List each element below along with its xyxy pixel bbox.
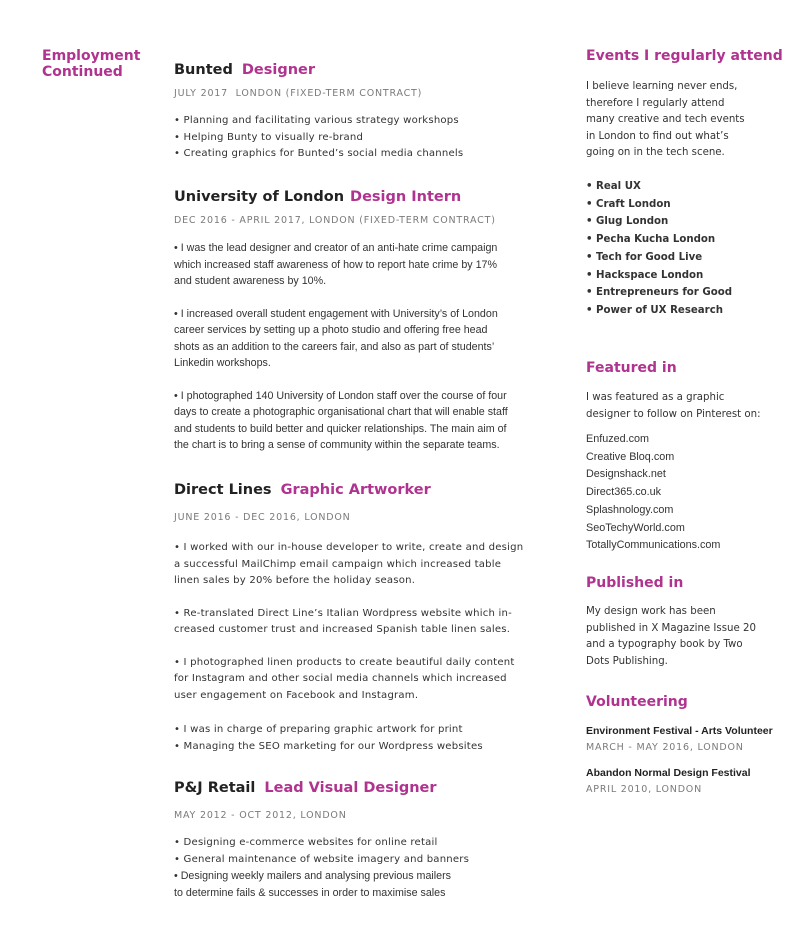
paragraph: • I was the lead designer and creator of an anti-hate crime campaign which increased staff awareness of how to report hate crime by 17% and student awareness by 10%. — [174, 242, 498, 287]
list-item: Direct365.co.uk — [586, 486, 662, 499]
job-meta: DEC 2016 - APRIL 2017, LONDON (FIXED-TERM CONTRACT) — [174, 215, 496, 226]
list-item: • Craft London — [586, 198, 671, 210]
list-item: • Hackspace London — [586, 269, 704, 281]
list-item: • Entrepreneurs for Good — [586, 287, 733, 299]
featured-heading: Featured in — [586, 360, 677, 376]
list-item: • Power of UX Research — [586, 304, 723, 316]
paragraph: • I increased overall student engagement with University’s of London career services by setting up a photo studio and offering free head shots as an addition to the careers fair, and also as part of students’ Linkedin workshops. — [174, 307, 498, 369]
job-role: Design Intern — [350, 189, 462, 205]
list-item: Splashnology.com — [586, 503, 674, 516]
published-heading: Published in — [586, 575, 684, 591]
volunteering-item: Environment Festival - Arts Volunteer MARCH - MAY 2016, LONDON — [586, 725, 773, 753]
job-title — [174, 58, 534, 82]
list-item: Enfuzed.com — [586, 433, 650, 445]
company-name: P&J Retail — [174, 780, 256, 796]
list-item: TotallyCommunications.com — [586, 539, 721, 552]
company-name: University of London — [174, 189, 345, 205]
job-role: Graphic Artworker — [280, 482, 431, 498]
events-heading: Events I regularly attend — [586, 48, 783, 64]
job-title — [174, 185, 534, 209]
job-direct-lines — [174, 478, 534, 755]
paragraph: • Designing e-commerce websites for online retail • General maintenance of website imagery and banners • Designing weekly mailers and analysing previous mailers to determine fails & successes in order to maximise sales — [174, 837, 470, 899]
bullet: • Planning and facilitating various strategy workshops — [174, 115, 459, 126]
bullet: • Helping Bunty to visually re-brand — [174, 131, 364, 143]
list-item: • Pecha Kucha London — [586, 234, 716, 246]
events-intro: I believe learning never ends, therefore I regularly attend many creative and tech events in London to find out what’s going on in the tech scene. — [586, 81, 745, 158]
paragraph: • I was in charge of preparing graphic artwork for print • Managing the SEO marketing for our Wordpress websites — [174, 724, 483, 752]
job-meta: JUNE 2016 - DEC 2016, LONDON — [174, 512, 351, 523]
bullet: • Creating graphics for Bunted’s social media channels — [174, 148, 464, 159]
job-meta: MAY 2012 - OCT 2012, LONDON — [174, 810, 347, 821]
list-item: • Real UX — [586, 181, 641, 192]
featured-list — [586, 431, 776, 555]
list-item: Designshack.net — [586, 468, 666, 481]
company-name: Direct Lines — [174, 482, 272, 498]
events-list — [586, 178, 776, 320]
volunteering-heading: Volunteering — [586, 694, 688, 710]
list-item: • Glug London — [586, 216, 669, 228]
paragraph: • I photographed linen products to create beautiful daily content for Instagram and other social media channels which increased user engagement on Facebook and Instagram. — [174, 656, 515, 701]
volunteering-item: Abandon Normal Design Festival APRIL 2010, LONDON — [586, 767, 751, 795]
job-role: Designer — [241, 62, 316, 78]
company-name: Bunted — [174, 62, 233, 78]
list-item: • Tech for Good Live — [586, 251, 703, 263]
employment-continued-heading: Employment Continued — [42, 48, 141, 80]
job-pj-retail — [174, 776, 534, 901]
featured-intro: I was featured as a graphic designer to follow on Pinterest on: — [586, 392, 761, 420]
job-university-of-london — [174, 185, 534, 454]
job-title — [174, 478, 534, 502]
paragraph: • Re-translated Direct Line’s Italian Wordpress website which in- creased customer trust and increased Spanish table linen sales. — [174, 607, 512, 635]
job-meta: JULY 2017 LONDON (FIXED-TERM CONTRACT) — [174, 88, 423, 99]
job-bunted — [174, 58, 534, 163]
paragraph: • I worked with our in-house developer to write, create and design a successful MailChimp email campaign which increased table linen sales by 20% before the holiday season. — [174, 542, 524, 586]
list-item: SeoTechyWorld.com — [586, 521, 685, 534]
job-title — [174, 776, 534, 800]
job-role: Lead Visual Designer — [264, 780, 437, 796]
paragraph: • I photographed 140 University of London staff over the course of four days to create a photographic organisational chart that will enable staff and students to build better and quicker relationships. The main aim of the chart is to bring a sense of community within the separate teams. — [174, 389, 508, 451]
list-item: Creative Bloq.com — [586, 450, 675, 463]
published-text: My design work has been published in X Magazine Issue 20 and a typography book by Two Dots Publishing. — [586, 606, 756, 667]
